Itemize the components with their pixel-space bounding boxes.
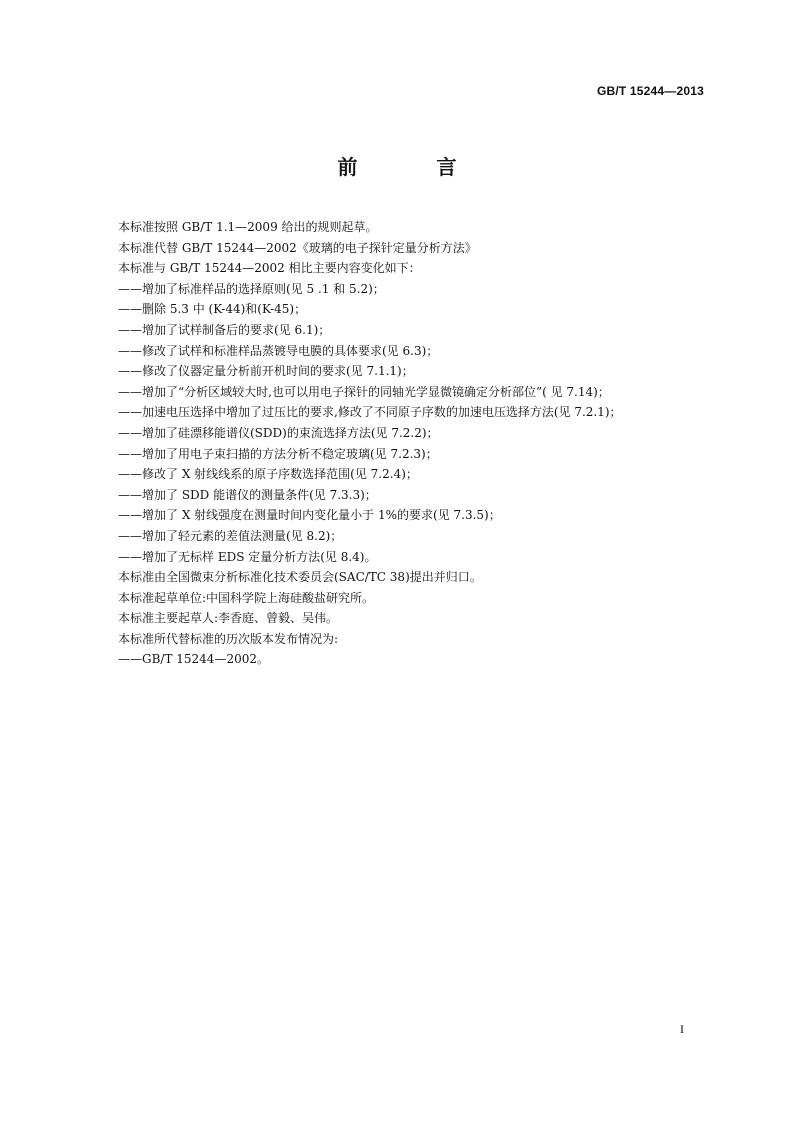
change-list-item: ——删除 5.3 中 (K-44)和(K-45)； [118,302,307,317]
standard-code: GB/T 15244—2013 [596,84,704,98]
change-list-item: ——增加了硅漂移能谱仪(SDD)的束流选择方法(见 7.2.2)； [118,425,439,440]
paragraph: 本标准起草单位:中国科学院上海硅酸盐研究所。 [118,590,375,605]
change-list-item: ——加速电压选择中增加了过压比的要求,修改了不同原子序数的加速电压选择方法(见 7.2.1)； [118,405,622,420]
change-list-item: ——增加了轻元素的差值法测量(见 8.2)； [118,528,343,543]
change-list-item: ——修改了 X 射线线系的原子序数选择范围(见 7.2.4)； [118,467,418,482]
change-list-item: ——修改了试样和标准样品蒸镀导电膜的具体要求(见 6.3)； [118,343,439,358]
paragraph: 本标准按照 GB/T 1.1—2009 给出的规则起草。 [118,220,378,234]
paragraph: 本标准主要起草人:李香庭、曾毅、吴伟。 [118,611,339,626]
change-list-item: ——增加了用电子束扫描的方法分析不稳定玻璃(见 7.2.3)； [118,446,438,461]
change-list-item: ——增加了 X 射线强度在测量时间内变化量小于 1%的要求(见 7.3.5)； [118,508,501,523]
previous-edition-item: ——GB/T 15244—2002。 [118,652,269,667]
paragraph: 本标准由全国微束分析标准化技术委员会(SAC/TC 38)提出并归口。 [118,570,482,585]
change-list-item: ——修改了仪器定量分析前开机时间的要求(见 7.1.1)； [118,364,414,379]
change-list-item: ——增加了标准样品的选择原则(见 5 .1 和 5.2)； [118,281,385,296]
change-list-item: ——增加了试样制备后的要求(见 6.1)； [118,322,331,337]
page-title: 前 言 [337,155,493,179]
foreword-body [118,217,718,670]
paragraph: 本标准代替 GB/T 15244—2002《玻璃的电子探针定量分析方法》 [118,240,477,255]
paragraph: 本标准所代替标准的历次版本发布情况为: [118,631,339,646]
paragraph: 本标准与 GB/T 15244—2002 相比主要内容变化如下： [118,261,421,276]
change-list-item: ——增加了“分析区域较大时,也可以用电子探针的同轴光学显微镜确定分析部位”( 见 7.14)； [118,384,610,399]
change-list-item: ——增加了 SDD 能谱仪的测量条件(见 7.3.3)； [118,487,377,502]
page-number: I [680,1022,684,1036]
change-list-item: ——增加了无标样 EDS 定量分析方法(见 8.4)。 [118,549,377,564]
